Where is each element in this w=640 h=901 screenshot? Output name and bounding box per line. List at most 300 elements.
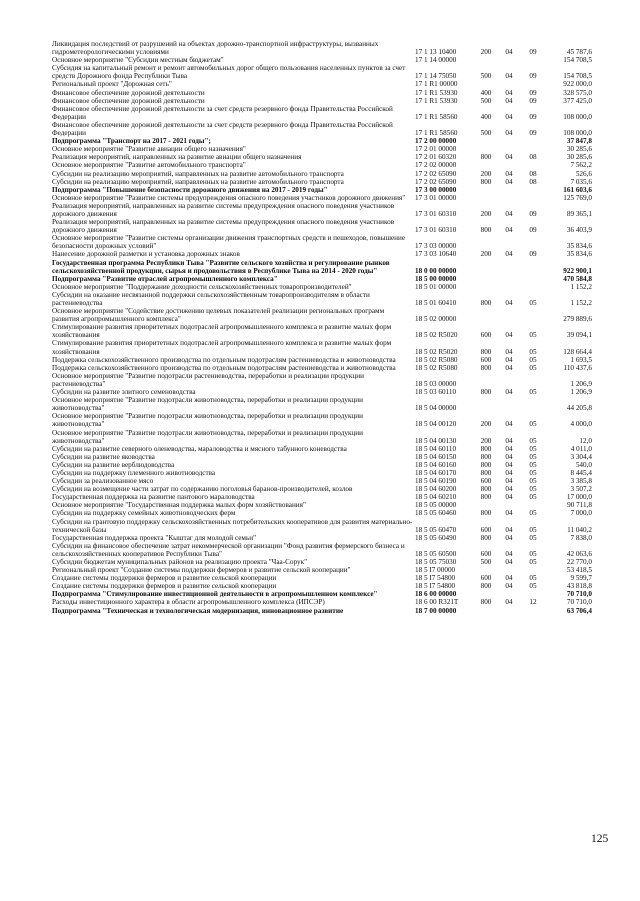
row-subsection: 09 xyxy=(529,250,537,259)
row-name: Подпрограмма "Транспорт на 2017 - 2021 годы"; xyxy=(52,137,211,146)
table-row xyxy=(52,590,592,598)
row-amount: 22 770,0 xyxy=(566,558,592,566)
row-subsection: 05 xyxy=(529,525,537,534)
row-target-article: 18 5 05 00000 xyxy=(415,501,457,510)
row-amount: 1 206,9 xyxy=(570,388,592,397)
row-target-article: 18 5 05 60460 xyxy=(415,509,457,518)
row-expense-type: 600 xyxy=(480,574,492,583)
table-row xyxy=(52,40,592,56)
row-amount: 125 769,0 xyxy=(563,193,592,202)
row-name: Финансовое обеспечение дорожной деятельности за счет средств резервного фонда Правительства Российской Федерации xyxy=(52,104,393,121)
row-expense-type: 600 xyxy=(480,331,492,340)
row-amount: 1 152,2 xyxy=(570,282,592,291)
row-section: 04 xyxy=(505,96,513,105)
row-expense-type: 800 xyxy=(480,347,492,356)
row-amount: 108 000,0 xyxy=(563,112,592,121)
row-subsection: 05 xyxy=(529,388,537,397)
row-name: Субсидии на развитие северного оленеводства, мараловодства и мясного табунного коневодства xyxy=(52,444,347,453)
table-row xyxy=(52,485,592,493)
row-target-article: 17 2 02 65090 xyxy=(415,169,457,178)
row-expense-type: 600 xyxy=(480,525,492,534)
table-row xyxy=(52,542,592,558)
table-row xyxy=(52,518,592,534)
row-name: Основное мероприятие "Субсидии местным бюджетам" xyxy=(52,56,224,65)
table-row xyxy=(52,509,592,517)
table-row xyxy=(52,412,592,428)
row-expense-type: 600 xyxy=(480,477,492,486)
row-name: Основное мероприятие "Развитие подотрасли животноводства, переработки и реализации продукции животноводства" xyxy=(52,412,363,429)
table-row xyxy=(52,202,592,218)
table-row xyxy=(52,283,592,291)
row-name: Реализация мероприятий, направленных на развитие системы предупреждения опасного поведения участников дорожного движения xyxy=(52,201,395,218)
row-section: 04 xyxy=(505,72,513,81)
row-section: 04 xyxy=(505,388,513,397)
table-row xyxy=(52,356,592,364)
row-section: 04 xyxy=(505,525,513,534)
row-target-article: 18 5 05 60490 xyxy=(415,533,457,542)
table-row xyxy=(52,194,592,202)
row-name: Субсидии за реализованное мясо xyxy=(52,477,154,486)
row-amount: 540,0 xyxy=(575,460,592,469)
row-amount: 922 900,1 xyxy=(563,266,592,275)
row-section: 04 xyxy=(505,574,513,583)
table-row xyxy=(52,145,592,153)
table-row xyxy=(52,153,592,161)
row-amount: 35 834,6 xyxy=(566,250,592,259)
row-amount: 7 035,6 xyxy=(570,177,592,186)
row-subsection: 08 xyxy=(529,169,537,178)
table-row xyxy=(52,598,592,606)
row-section: 04 xyxy=(505,355,513,364)
table-row xyxy=(52,501,592,509)
row-target-article: 18 5 I7 54800 xyxy=(415,582,456,591)
row-target-article: 18 5 04 00000 xyxy=(415,404,457,413)
row-target-article: 17 3 00 00000 xyxy=(415,185,457,194)
row-section: 04 xyxy=(505,169,513,178)
row-expense-type: 800 xyxy=(480,444,492,453)
row-target-article: 17 1 R1 53930 xyxy=(415,88,458,97)
row-subsection: 05 xyxy=(529,477,537,486)
row-subsection: 05 xyxy=(529,363,537,372)
row-expense-type: 500 xyxy=(480,558,492,566)
row-subsection: 12 xyxy=(529,598,537,607)
row-section: 04 xyxy=(505,533,513,542)
row-name: Субсидии на грантовую поддержку сельскохозяйственных потребительских кооперативов для развития материально-технической базы xyxy=(52,517,413,534)
row-section: 04 xyxy=(505,331,513,340)
row-amount: 161 603,6 xyxy=(563,185,592,194)
table-row xyxy=(52,218,592,234)
row-target-article: 17 2 02 00000 xyxy=(415,161,457,170)
row-target-article: 18 5 02 R5020 xyxy=(415,347,458,356)
row-expense-type: 200 xyxy=(480,169,492,178)
table-row xyxy=(52,97,592,105)
table-row xyxy=(52,323,592,339)
row-name: Основное мероприятие "Развитие подотрасли животноводства, переработки и реализации продукции животноводства" xyxy=(52,428,363,445)
row-subsection: 05 xyxy=(529,509,537,518)
row-target-article: 17 1 13 10400 xyxy=(415,48,457,57)
row-section: 04 xyxy=(505,88,513,97)
row-name: Основное мероприятие "Развитие подотрасли растениеводства, переработки и реализации продукции растениеводства" xyxy=(52,371,364,388)
row-subsection: 05 xyxy=(529,485,537,494)
row-amount: 108 000,0 xyxy=(563,129,592,138)
row-amount: 3 507,2 xyxy=(570,485,592,494)
table-row xyxy=(52,493,592,501)
row-subsection: 05 xyxy=(529,574,537,583)
row-expense-type: 800 xyxy=(480,452,492,461)
row-subsection: 09 xyxy=(529,226,537,235)
row-amount: 11 040,2 xyxy=(567,525,592,534)
table-row xyxy=(52,137,592,145)
row-target-article: 17 3 03 10640 xyxy=(415,250,457,259)
row-subsection: 08 xyxy=(529,177,537,186)
row-amount: 154 708,5 xyxy=(563,56,592,65)
row-amount: 44 205,8 xyxy=(566,404,592,413)
row-name: Стимулирование развития приоритетных подотраслей агропромышленного комплекса и развитие малых форм хозяйствования xyxy=(52,323,392,340)
row-target-article: 17 3 01 00000 xyxy=(415,193,457,202)
row-section: 04 xyxy=(505,549,513,558)
row-expense-type: 500 xyxy=(480,129,492,138)
row-name: Поддержка сельскохозяйственного производства по отдельным подотраслям растениеводства и животноводства xyxy=(52,355,396,364)
table-row xyxy=(52,250,592,258)
row-amount: 922 000,0 xyxy=(563,80,592,89)
row-expense-type: 800 xyxy=(480,153,492,162)
row-expense-type: 800 xyxy=(480,299,492,307)
row-section: 04 xyxy=(505,112,513,121)
row-subsection: 05 xyxy=(529,558,537,566)
row-target-article: 17 3 01 60310 xyxy=(415,226,457,235)
table-row xyxy=(52,121,592,137)
row-name: Государственная поддержка проекта "Кыштаг для молодой семьи" xyxy=(52,533,257,542)
row-amount: 470 584,8 xyxy=(563,274,592,283)
row-amount: 90 711,8 xyxy=(567,501,592,510)
row-name: Ликвидация последствий от разрушений на объектах дорожно-транспортной инфраструктуры, вызванных гидрометеорологическими условиями xyxy=(52,40,379,57)
table-row xyxy=(52,234,592,250)
row-expense-type: 500 xyxy=(480,72,492,81)
row-target-article: 18 5 02 R5020 xyxy=(415,331,458,340)
row-target-article: 18 5 I7 00000 xyxy=(415,566,456,575)
table-row xyxy=(52,105,592,121)
row-subsection: 09 xyxy=(529,112,537,121)
row-target-article: 18 5 05 60470 xyxy=(415,525,457,534)
row-amount: 1 693,5 xyxy=(570,355,592,364)
row-target-article: 18 5 05 60500 xyxy=(415,549,457,558)
row-name: Нанесение дорожной разметки и установка дорожных знаков xyxy=(52,250,240,259)
row-expense-type: 800 xyxy=(480,485,492,494)
row-amount: 526,6 xyxy=(575,169,592,178)
row-amount: 12,0 xyxy=(579,436,592,445)
table-row xyxy=(52,396,592,412)
row-subsection: 05 xyxy=(529,533,537,542)
row-amount: 9 599,7 xyxy=(570,574,592,583)
row-target-article: 18 5 I7 54800 xyxy=(415,574,456,583)
table-row xyxy=(52,364,592,372)
row-target-article: 17 2 00 00000 xyxy=(415,137,457,146)
row-target-article: 17 1 R1 00000 xyxy=(415,80,458,89)
row-name: Расходы инвестиционного характера в области агропромышленного комплекса (ИПСЭР) xyxy=(52,598,325,607)
row-amount: 4 011,0 xyxy=(570,444,592,453)
row-name: Подпрограмма "Повышение безопасности дорожного движения на 2017 - 2019 годы" xyxy=(52,185,328,194)
row-subsection: 05 xyxy=(529,347,537,356)
row-subsection: 05 xyxy=(529,582,537,591)
row-subsection: 05 xyxy=(529,420,537,429)
row-amount: 4 000,0 xyxy=(570,420,592,429)
row-target-article: 17 2 02 65090 xyxy=(415,177,457,186)
row-expense-type: 500 xyxy=(480,96,492,105)
table-row xyxy=(52,574,592,582)
row-expense-type: 800 xyxy=(480,363,492,372)
row-expense-type: 800 xyxy=(480,177,492,186)
row-amount: 17 000,0 xyxy=(566,493,592,502)
row-expense-type: 200 xyxy=(480,48,492,57)
row-expense-type: 600 xyxy=(480,355,492,364)
row-target-article: 18 5 02 00000 xyxy=(415,315,457,324)
table-row xyxy=(52,534,592,542)
row-target-article: 17 2 01 60320 xyxy=(415,153,457,162)
row-amount: 30 285,6 xyxy=(566,153,592,162)
row-target-article: 18 5 04 60210 xyxy=(415,493,457,502)
row-amount: 70 710,0 xyxy=(566,598,592,607)
row-subsection: 05 xyxy=(529,331,537,340)
row-subsection: 05 xyxy=(529,468,537,477)
row-name: Создание системы поддержки фермеров и развитие сельской кооперации xyxy=(52,582,277,591)
row-name: Региональный проект "Дорожная сеть" xyxy=(52,80,172,89)
table-row xyxy=(52,178,592,186)
row-amount: 63 706,4 xyxy=(566,606,592,615)
table-row xyxy=(52,259,592,275)
row-target-article: 18 5 01 60410 xyxy=(415,299,457,307)
row-section: 04 xyxy=(505,250,513,259)
table-row xyxy=(52,64,592,80)
row-target-article: 18 5 01 00000 xyxy=(415,282,457,291)
row-name: Субсидии на оказание несвязанной поддержки сельскохозяйственным товаропроизводителям в области растениеводства xyxy=(52,290,370,307)
row-name: Основное мероприятие "Государственная поддержка малых форм хозяйствования" xyxy=(52,501,306,510)
row-name: Финансовое обеспечение дорожной деятельности за счет средств резервного фонда Правительства Российской Федерации xyxy=(52,120,393,138)
table-row xyxy=(52,477,592,485)
row-subsection: 05 xyxy=(529,355,537,364)
table-row xyxy=(52,372,592,388)
table-row xyxy=(52,339,592,355)
row-section: 04 xyxy=(505,363,513,372)
row-subsection: 09 xyxy=(529,88,537,97)
row-amount: 110 437,6 xyxy=(563,363,592,372)
row-target-article: 18 5 04 60150 xyxy=(415,452,457,461)
row-amount: 53 418,5 xyxy=(566,566,592,575)
row-section: 04 xyxy=(505,468,513,477)
table-row xyxy=(52,469,592,477)
budget-table xyxy=(52,40,592,615)
row-section: 04 xyxy=(505,444,513,453)
row-name: Субсидии на развитие элитного семеноводства xyxy=(52,388,196,397)
table-row xyxy=(52,388,592,396)
row-amount: 43 818,8 xyxy=(566,582,592,591)
row-expense-type: 800 xyxy=(480,509,492,518)
row-name: Подпрограмма "Стимулирование инвестиционной деятельности в агропромышленном комплексе" xyxy=(52,590,378,599)
row-section: 04 xyxy=(505,509,513,518)
table-row xyxy=(52,558,592,566)
row-amount: 328 575,0 xyxy=(563,88,592,97)
table-row xyxy=(52,89,592,97)
row-amount: 37 847,8 xyxy=(566,137,592,146)
row-section: 04 xyxy=(505,48,513,57)
row-name: Субсидия на капитальный ремонт и ремонт автомобильных дорог общего пользования населенных пунктов за счет средств Дорожного фонда Республики Тыва xyxy=(52,64,406,81)
row-expense-type: 800 xyxy=(480,533,492,542)
row-amount: 7 562,2 xyxy=(570,161,592,170)
row-name: Финансовое обеспечение дорожной деятельности xyxy=(52,96,205,105)
row-amount: 7 000,0 xyxy=(570,509,592,518)
row-name: Субсидии на развитие верблюдоводства xyxy=(52,460,175,469)
table-row xyxy=(52,170,592,178)
row-target-article: 18 5 04 60170 xyxy=(415,468,457,477)
row-expense-type: 800 xyxy=(480,582,492,591)
row-subsection: 09 xyxy=(529,48,537,57)
row-amount: 70 710,0 xyxy=(566,590,592,599)
row-target-article: 17 1 R1 58560 xyxy=(415,112,458,121)
row-subsection: 05 xyxy=(529,452,537,461)
row-name: Основное мероприятие "Содействие достижению целевых показателей реализации региональных программ развития агропромышленного комплекса" xyxy=(52,307,385,324)
table-row xyxy=(52,307,592,323)
page-number: 125 xyxy=(591,833,609,845)
row-name: Основное мероприятие "Развитие системы предупреждения опасного поведения участников дорожного движения" xyxy=(52,193,406,202)
row-subsection: 08 xyxy=(529,153,537,162)
row-target-article: 18 5 04 00120 xyxy=(415,420,457,429)
row-expense-type: 200 xyxy=(480,436,492,445)
row-name: Создание системы поддержки фермеров и развитие сельской кооперации xyxy=(52,574,277,583)
row-section: 04 xyxy=(505,347,513,356)
row-amount: 1 152,2 xyxy=(570,299,592,307)
row-subsection: 05 xyxy=(529,493,537,502)
row-amount: 1 206,9 xyxy=(570,379,592,388)
row-target-article: 18 7 00 00000 xyxy=(415,606,457,615)
row-expense-type: 200 xyxy=(480,420,492,429)
row-name: Основное мероприятие "Развитие подотрасли животноводства, переработки и реализации продукции животноводства" xyxy=(52,396,363,413)
table-row xyxy=(52,186,592,194)
row-expense-type: 800 xyxy=(480,493,492,502)
row-subsection: 09 xyxy=(529,96,537,105)
row-name: Реализация мероприятий, направленных на развитие авиации общего назначения xyxy=(52,153,302,162)
row-subsection: 05 xyxy=(529,436,537,445)
row-target-article: 17 1 R1 53930 xyxy=(415,96,458,105)
row-name: Субсидии на реализацию мероприятий, направленных на развитие автомобильного транспорта xyxy=(52,177,344,186)
table-row xyxy=(52,461,592,469)
row-amount: 45 787,6 xyxy=(566,48,592,57)
row-target-article: 17 1 R1 58560 xyxy=(415,129,458,138)
row-expense-type: 400 xyxy=(480,88,492,97)
row-name: Субсидии на реализацию мероприятий, направленных на развитие автомобильного транспорта xyxy=(52,169,344,178)
table-row xyxy=(52,291,592,307)
row-section: 04 xyxy=(505,177,513,186)
row-section: 04 xyxy=(505,460,513,469)
row-name: Субсидии на возмещение части затрат по содержанию поголовья баранов-производителей, козлов xyxy=(52,485,353,494)
row-section: 04 xyxy=(505,299,513,307)
row-expense-type: 800 xyxy=(480,226,492,235)
row-expense-type: 600 xyxy=(480,549,492,558)
row-name: Основное мероприятие "Развитие системы организации движения транспортных средств и пешеходов, повышение безопасности дорожных условий" xyxy=(52,234,406,251)
row-target-article: 18 5 03 00000 xyxy=(415,379,457,388)
row-expense-type: 200 xyxy=(480,209,492,218)
row-target-article: 18 0 00 00000 xyxy=(415,266,457,275)
row-name: Региональный проект "Создание системы поддержки фермеров и развитие сельской кооперации" xyxy=(52,566,351,575)
table-row xyxy=(52,445,592,453)
row-section: 04 xyxy=(505,226,513,235)
table-row xyxy=(52,429,592,445)
table-row xyxy=(52,275,592,283)
row-name: Подпрограмма "Развитие отраслей агропромышленного комплекса" xyxy=(52,274,278,283)
row-target-article: 18 5 03 60110 xyxy=(415,388,457,397)
row-section: 04 xyxy=(505,420,513,429)
row-target-article: 17 2 01 00000 xyxy=(415,145,457,154)
row-expense-type: 800 xyxy=(480,468,492,477)
row-amount: 8 445,4 xyxy=(570,468,592,477)
row-section: 04 xyxy=(505,558,513,566)
table-row xyxy=(52,566,592,574)
row-name: Основное мероприятие "Развитие авиации общего назначения" xyxy=(52,145,246,154)
row-amount: 35 834,6 xyxy=(566,242,592,251)
table-row xyxy=(52,161,592,169)
row-target-article: 17 3 01 60310 xyxy=(415,209,457,218)
row-name: Субсидии на развитие яководства xyxy=(52,452,155,461)
row-expense-type: 400 xyxy=(480,112,492,121)
row-target-article: 17 1 14 00000 xyxy=(415,56,457,65)
row-amount: 42 063,6 xyxy=(566,549,592,558)
table-row xyxy=(52,453,592,461)
row-target-article: 18 5 04 60190 xyxy=(415,477,457,486)
row-section: 04 xyxy=(505,452,513,461)
row-name: Подпрограмма "Техническая и технологическая модернизация, инновационное развитие xyxy=(52,606,344,615)
row-name: Основное мероприятие "Поддержание доходности сельскохозяйственных товаропроизводителей" xyxy=(52,282,352,291)
row-amount: 30 285,6 xyxy=(566,145,592,154)
row-amount: 36 403,9 xyxy=(566,226,592,235)
row-name: Субсидии на финансовое обеспечение затрат некоммерческой организации "Фонд развития фермерского бизнеса и сельскохозяйственных кооперативов Республики Тыва" xyxy=(52,541,405,558)
row-section: 04 xyxy=(505,485,513,494)
row-target-article: 18 6 00 00000 xyxy=(415,590,457,599)
row-subsection: 09 xyxy=(529,209,537,218)
row-amount: 154 708,5 xyxy=(563,72,592,81)
row-section: 04 xyxy=(505,582,513,591)
row-name: Государственная программа Республики Тыва "Развитие сельского хозяйства и регулирование рынков сельскохозяйственной продукции, сырья и продовольствия в Республике Тыва на 2014 - 2020 годы" xyxy=(52,258,390,275)
row-amount: 39 094,1 xyxy=(566,331,592,340)
row-target-article: 18 5 00 00000 xyxy=(415,274,457,283)
row-amount: 3 304,4 xyxy=(570,452,592,461)
row-amount: 377 425,0 xyxy=(563,96,592,105)
row-target-article: 17 3 03 00000 xyxy=(415,242,457,251)
row-name: Стимулирование развития приоритетных подотраслей агропромышленного комплекса и развитие малых форм хозяйствования xyxy=(52,339,392,356)
row-target-article: 18 5 05 75030 xyxy=(415,558,457,566)
row-subsection: 05 xyxy=(529,299,537,307)
row-name: Финансовое обеспечение дорожной деятельности xyxy=(52,88,205,97)
row-target-article: 18 6 00 R321Т xyxy=(415,598,459,607)
row-amount: 3 385,8 xyxy=(570,477,592,486)
row-target-article: 17 1 14 75050 xyxy=(415,72,457,81)
row-expense-type: 800 xyxy=(480,388,492,397)
row-target-article: 18 5 04 60110 xyxy=(415,444,457,453)
row-name: Реализация мероприятий, направленных на развитие системы предупреждения опасного поведения участников дорожного движения xyxy=(52,218,395,235)
row-subsection: 05 xyxy=(529,460,537,469)
row-section: 04 xyxy=(505,436,513,445)
row-name: Субсидии бюджетам муниципальных районов на реализацию проекта "Чаа-Сорук" xyxy=(52,558,308,566)
row-section: 04 xyxy=(505,493,513,502)
row-target-article: 18 5 02 R5080 xyxy=(415,363,458,372)
row-target-article: 18 5 04 60200 xyxy=(415,485,457,494)
row-name: Субсидии на поддержку племенного животноводства xyxy=(52,468,216,477)
row-target-article: 18 5 04 60160 xyxy=(415,460,457,469)
row-amount: 279 889,6 xyxy=(563,315,592,324)
row-section: 04 xyxy=(505,598,513,607)
row-expense-type: 800 xyxy=(480,598,492,607)
row-subsection: 05 xyxy=(529,444,537,453)
row-section: 04 xyxy=(505,209,513,218)
table-row xyxy=(52,56,592,64)
row-name: Государственная поддержка на развитие пантового мараловодства xyxy=(52,493,255,502)
